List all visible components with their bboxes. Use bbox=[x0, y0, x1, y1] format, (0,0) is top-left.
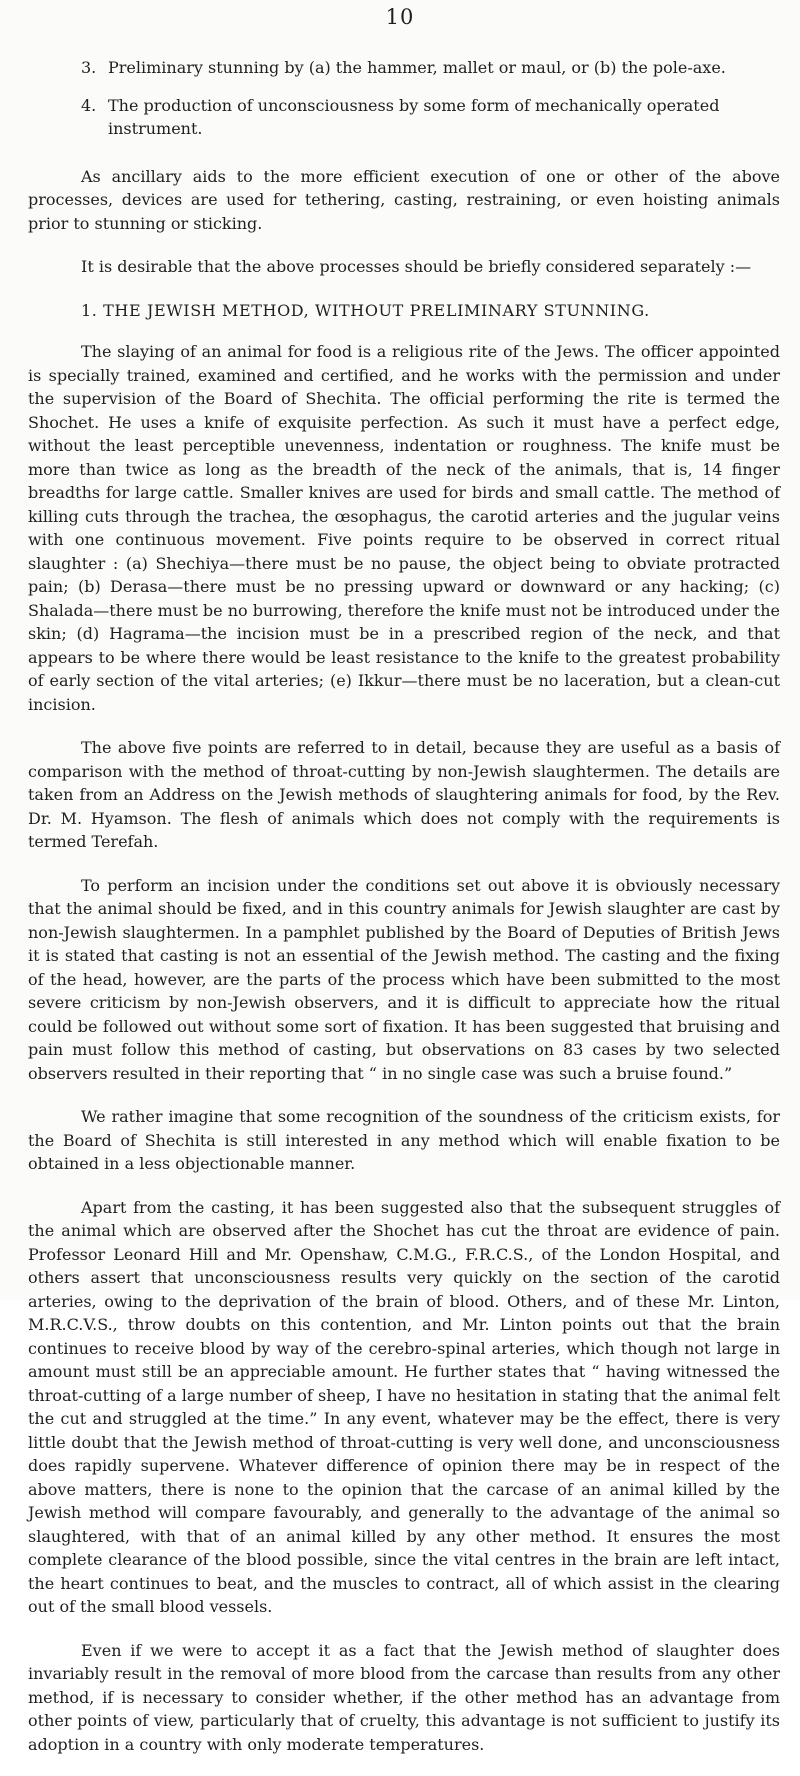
paragraph-blood-removal: Even if we were to accept it as a fact that the Jewish method of slaughter does invariably result in the removal of more blood from the carcase than results from any other method, if is necessary to consider whether, if the other method has an advantage from other points of view, particularly that of cruelty, this advantage is not sufficient to justify its adoption in a country with only moderate temperatures. bbox=[28, 1640, 780, 1754]
paragraph-ancillary-aids: As ancillary aids to the more efficient execution of one or other of the above processes, devices are used for tethering, casting, restraining, or even hoisting animals prior to stunning or sticking. bbox=[28, 166, 780, 233]
page-number: 10 bbox=[385, 5, 415, 29]
paragraph-recognition: We rather imagine that some recognition of the soundness of the criticism exists, for the Board of Shechita is still interested in any method which will enable fixation to be obtained in a less objectionable manner. bbox=[28, 1107, 780, 1173]
paragraph-jewish-method: The slaying of an animal for food is a religious rite of the Jews. The officer appointed is specially trained, examined and certified, and he works with the permission and under the supervision of the Board of Shechita. The official performing the rite is termed the Shochet. He uses a knife of exquisite perfection. As such it must have a perfect edge, without the least perceptible unevenness, indentation or roughness. The knife must be more than twice as long as the breadth of the neck of the animals, that is, 14 finger breadths for large cattle. Smaller knives are used for birds and small cattle. The method of killing cuts through the trachea, the œsophagus, the carotid arteries and the jugular veins with one continuous movement. Five points require to be observed in correct ritual slaughter : (a) Shechiya—there must be no pause, the object being to obviate protracted pain; (b) Derasa—there must be no pressing upward or downward or any hacking; (c) Shalada—there must be no burrowing, therefore the knife must not be introduced under the skin; (d) Hagrama—the incision must be in a prescribed region of the neck, and that appears to be where there would be least resistance to the knife to the greatest probability of early section of the vital arteries; (e) Ikkur—there must be no laceration, but a clean-cut incision. bbox=[28, 342, 780, 714]
list-item-4 bbox=[28, 94, 780, 141]
list-item-number: 3. bbox=[81, 58, 97, 77]
list-item-text: Preliminary stunning by (a) the hammer, mallet or maul, or (b) the pole-axe. bbox=[108, 58, 726, 77]
paragraph-intro: It is desirable that the above processes should be briefly considered separately :— bbox=[81, 257, 752, 276]
body-text bbox=[0, 56, 800, 1776]
paragraph-casting: To perform an incision under the conditions set out above it is obviously necessary that the animal should be fixed, and in this country animals for Jewish slaughter are cast by non-Jewish slaughtermen. In a pamphlet published by the Board of Deputies of British Jews it is stated that casting is not an essential of the Jewish method. The casting and the fixing of the head, however, are the parts of the process which have been submitted to the most severe criticism by non-Jewish observers, and it is difficult to appreciate how the ritual could be followed out without some sort of fixation. It has been suggested that bruising and pain must follow this method of casting, but observations on 83 cases by two selected observers resulted in their reporting that “ in no single case was such a bruise found.” bbox=[28, 875, 780, 1083]
paragraph-struggles: Apart from the casting, it has been suggested also that the subsequent struggles of the animal which are observed after the Shochet has cut the throat are evidence of pain. Professor Leonard Hill and Mr. Openshaw, C.M.G., F.R.C.S., of the London Hospital, and others assert that unconsciousness results very quickly on the section of the carotid arteries, owing to the deprivation of the brain of blood. Others, and of these Mr. Linton, M.R.C.V.S., throw doubts on this contention, and Mr. Linton points out that the brain continues to receive blood by way of the cerebro-spinal arteries, which though not large in amount must still be an appreciable amount. He further states that “ having witnessed the throat-cutting of a large number of sheep, I have no hesitation in stating that the animal felt the cut and struggled at the time.” In any event, whatever may be the effect, there is very little doubt that the Jewish method of throat-cutting is very well done, and unconsciousness does rapidly supervene. Whatever difference of opinion there may be in respect of the above matters, there is none to the opinion that the carcase of an animal killed by the Jewish method will compare favourably, and generally to the advantage of the animal so slaughtered, with that of an animal killed by any other method. It ensures the most complete clearance of the blood possible, since the vital centres in the brain are left intact, the heart continues to beat, and the muscles to contract, all of which assist in the clearing out of the small blood vessels. bbox=[28, 1197, 780, 1616]
list-item-number: 4. bbox=[81, 95, 97, 115]
list-item-3 bbox=[28, 56, 780, 80]
section-heading: 1. THE JEWISH METHOD, WITHOUT PRELIMINARY STUNNING. bbox=[81, 300, 650, 320]
list-item-text: The production of unconsciousness by some form of mechanically operated instrument. bbox=[108, 95, 720, 138]
paragraph-five-points: The above five points are referred to in detail, because they are useful as a basis of comparison with the method of throat-cutting by non-Jewish slaughtermen. The details are taken from an Address on the Jewish methods of slaughtering animals for food, by the Rev. Dr. M. Hyamson. The flesh of animals which does not comply with the requirements is termed Terefah. bbox=[28, 738, 780, 851]
